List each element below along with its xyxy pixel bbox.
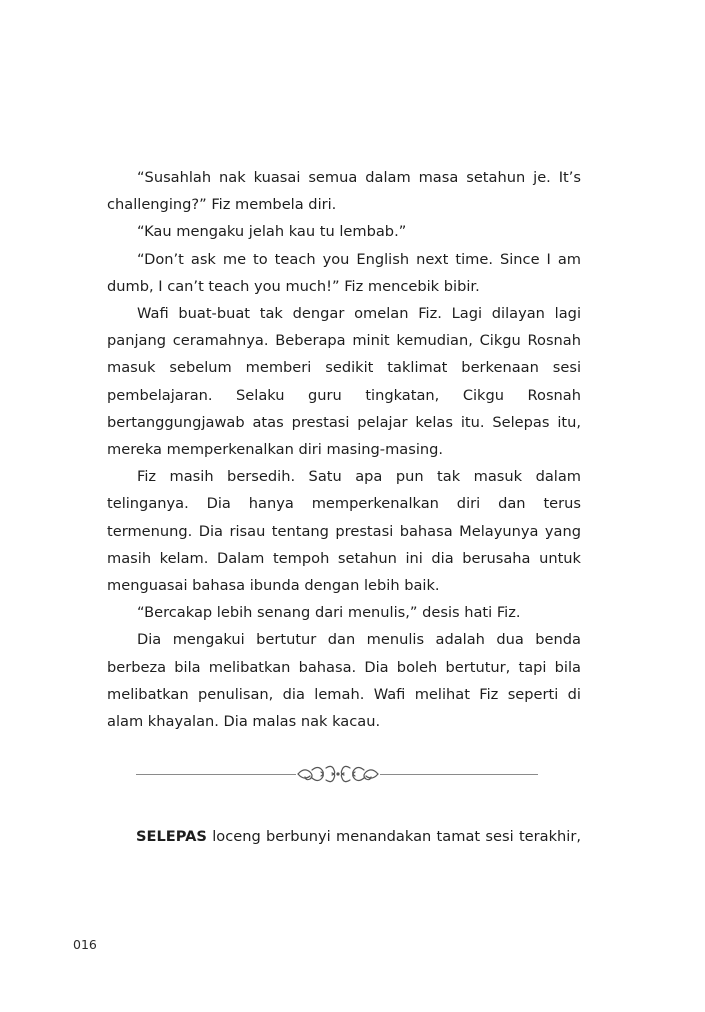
section-separator (136, 762, 538, 786)
opening-text: loceng berbunyi menandakan tamat sesi terakhir, (206, 828, 581, 845)
separator-rule-left (136, 774, 296, 775)
paragraph: “Don’t ask me to teach you English next time. Since I am dumb, I can’t teach you much!” Fiz mencebik bibir. (107, 250, 581, 295)
paragraph: Fiz masih bersedih. Satu apa pun tak masuk dalam telinganya. Dia hanya memperkenalkan diri dan terus termenung. Dia risau tentang prestasi bahasa Melayunya yang masih kelam. Dalam tempoh setahun ini dia berusaha untuk menguasai bahasa ibunda dengan lebih baik. (107, 468, 581, 595)
paragraph: “Susahlah nak kuasai semua dalam masa setahun je. It’s challenging?” Fiz membela diri. (107, 169, 581, 214)
separator-rule-right (380, 774, 538, 775)
paragraph: Dia mengakui bertutur dan menulis adalah dua benda berbeza bila melibatkan bahasa. Dia boleh bertutur, tapi bila melibatkan penulisan, dia lemah. Wafi melihat Fiz seperti di alam khayalan. Dia malas nak kacau. (107, 631, 581, 731)
body-text (107, 164, 581, 735)
paragraph: Wafi buat-buat tak dengar omelan Fiz. Lagi dilayan lagi panjang ceramahnya. Beberapa minit kemudian, Cikgu Rosnah masuk sebelum memberi sedikit taklimat berkenaan sesi pembelajaran. Selaku guru tingkatan, Cikgu Rosnah bertanggungjawab atas prestasi pelajar kelas itu. Selepas itu, mereka memperkenalkan diri masing-masing. (107, 305, 581, 459)
paragraph: “Kau mengaku jelah kau tu lembab.” (137, 223, 407, 241)
paragraph: “Bercakap lebih senang dari menulis,” desis hati Fiz. (137, 604, 521, 622)
lead-word: SELEPAS (136, 828, 207, 845)
ornamental-scroll-icon (296, 762, 380, 786)
page-number: 016 (73, 937, 97, 952)
section-opening-line (136, 823, 581, 850)
